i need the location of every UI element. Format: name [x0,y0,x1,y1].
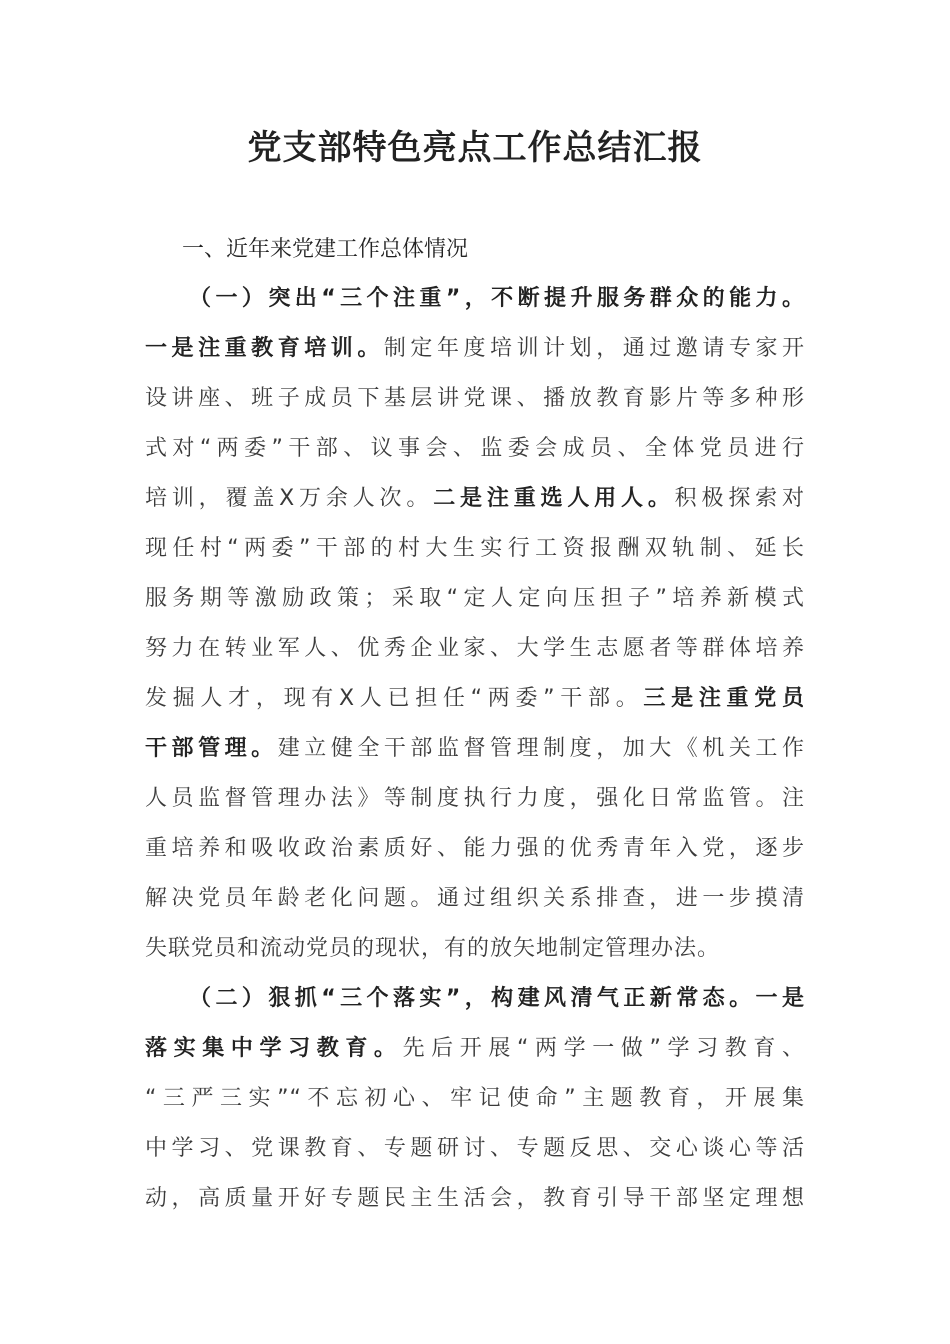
text-run: 解决党员年龄老化问题。通过组织关系排查，进一步摸清 [145,886,805,911]
bold-text-run: 二是注重选人用人。 [433,486,675,511]
bold-text-run: 一是注重教育培训。 [145,336,384,361]
paragraph-line [145,1124,805,1174]
text-run: 式对“两委”干部、议事会、监委会成员、全体党员进行 [145,436,805,461]
bold-text-run: 干部管理。 [145,736,278,761]
text-run: 重培养和吸收政治素质好、能力强的优秀青年入党，逐步 [145,836,805,861]
text-run: 建立健全干部监督管理制度，加大《机关工作 [277,736,805,761]
text-run: “三严三实”“不忘初心、牢记使命”主题教育，开展集 [145,1086,805,1111]
paragraph-line [145,574,805,624]
text-run: 发掘人才，现有X人已担任“两委”干部。 [145,686,644,711]
bold-text-run: （二）狠抓“三个落实”，构建风清气正新常态。一是 [189,986,805,1011]
document-body [145,274,805,1224]
text-run: 现任村“两委”干部的村大生实行工资报酬双轨制、延长 [145,536,805,561]
paragraph-line [145,1024,805,1074]
section-heading: 一、近年来党建工作总体情况 [182,237,469,262]
paragraph-line [145,724,805,774]
text-run: 制定年度培训计划，通过邀请专家开 [383,336,805,361]
paragraph-line [145,524,805,574]
paragraph-line [145,674,805,724]
text-run: 设讲座、班子成员下基层讲党课、播放教育影片等多种形 [145,386,805,411]
bold-text-run: 落实集中学习教育。 [145,1036,403,1061]
paragraph-line [145,474,805,524]
text-run: 中学习、党课教育、专题研讨、专题反思、交心谈心等活 [145,1136,805,1161]
text-run: 动，高质量开好专题民主生活会，教育引导干部坚定理想 [145,1186,805,1211]
paragraph-line [145,374,805,424]
text-run: 努力在转业军人、优秀企业家、大学生志愿者等群体培养 [145,636,805,661]
paragraph-line [145,324,805,374]
text-run: 积极探索对 [674,486,805,511]
text-run: 失联党员和流动党员的现状，有的放矢地制定管理办法。 [145,936,721,961]
paragraph-line [145,774,805,824]
bold-text-run: （一）突出“三个注重”，不断提升服务群众的能力。 [189,286,805,311]
paragraph-line [145,1074,805,1124]
paragraph-line [145,424,805,474]
document-title: 党支部特色亮点工作总结汇报 [247,128,703,168]
text-run: 培训，覆盖X万余人次。 [145,486,434,511]
paragraph-line [145,624,805,674]
paragraph-line [145,1174,805,1224]
paragraph-line [145,824,805,874]
text-run: 先后开展“两学一做”学习教育、 [402,1036,805,1061]
paragraph-line [145,924,805,974]
text-run: 服务期等激励政策；采取“定人定向压担子”培养新模式 [145,586,805,611]
paragraph-line [145,874,805,924]
paragraph-line [145,274,805,324]
paragraph-line [145,974,805,1024]
text-run: 人员监督管理办法》等制度执行力度，强化日常监管。注 [145,786,805,811]
bold-text-run: 三是注重党员 [643,686,805,711]
